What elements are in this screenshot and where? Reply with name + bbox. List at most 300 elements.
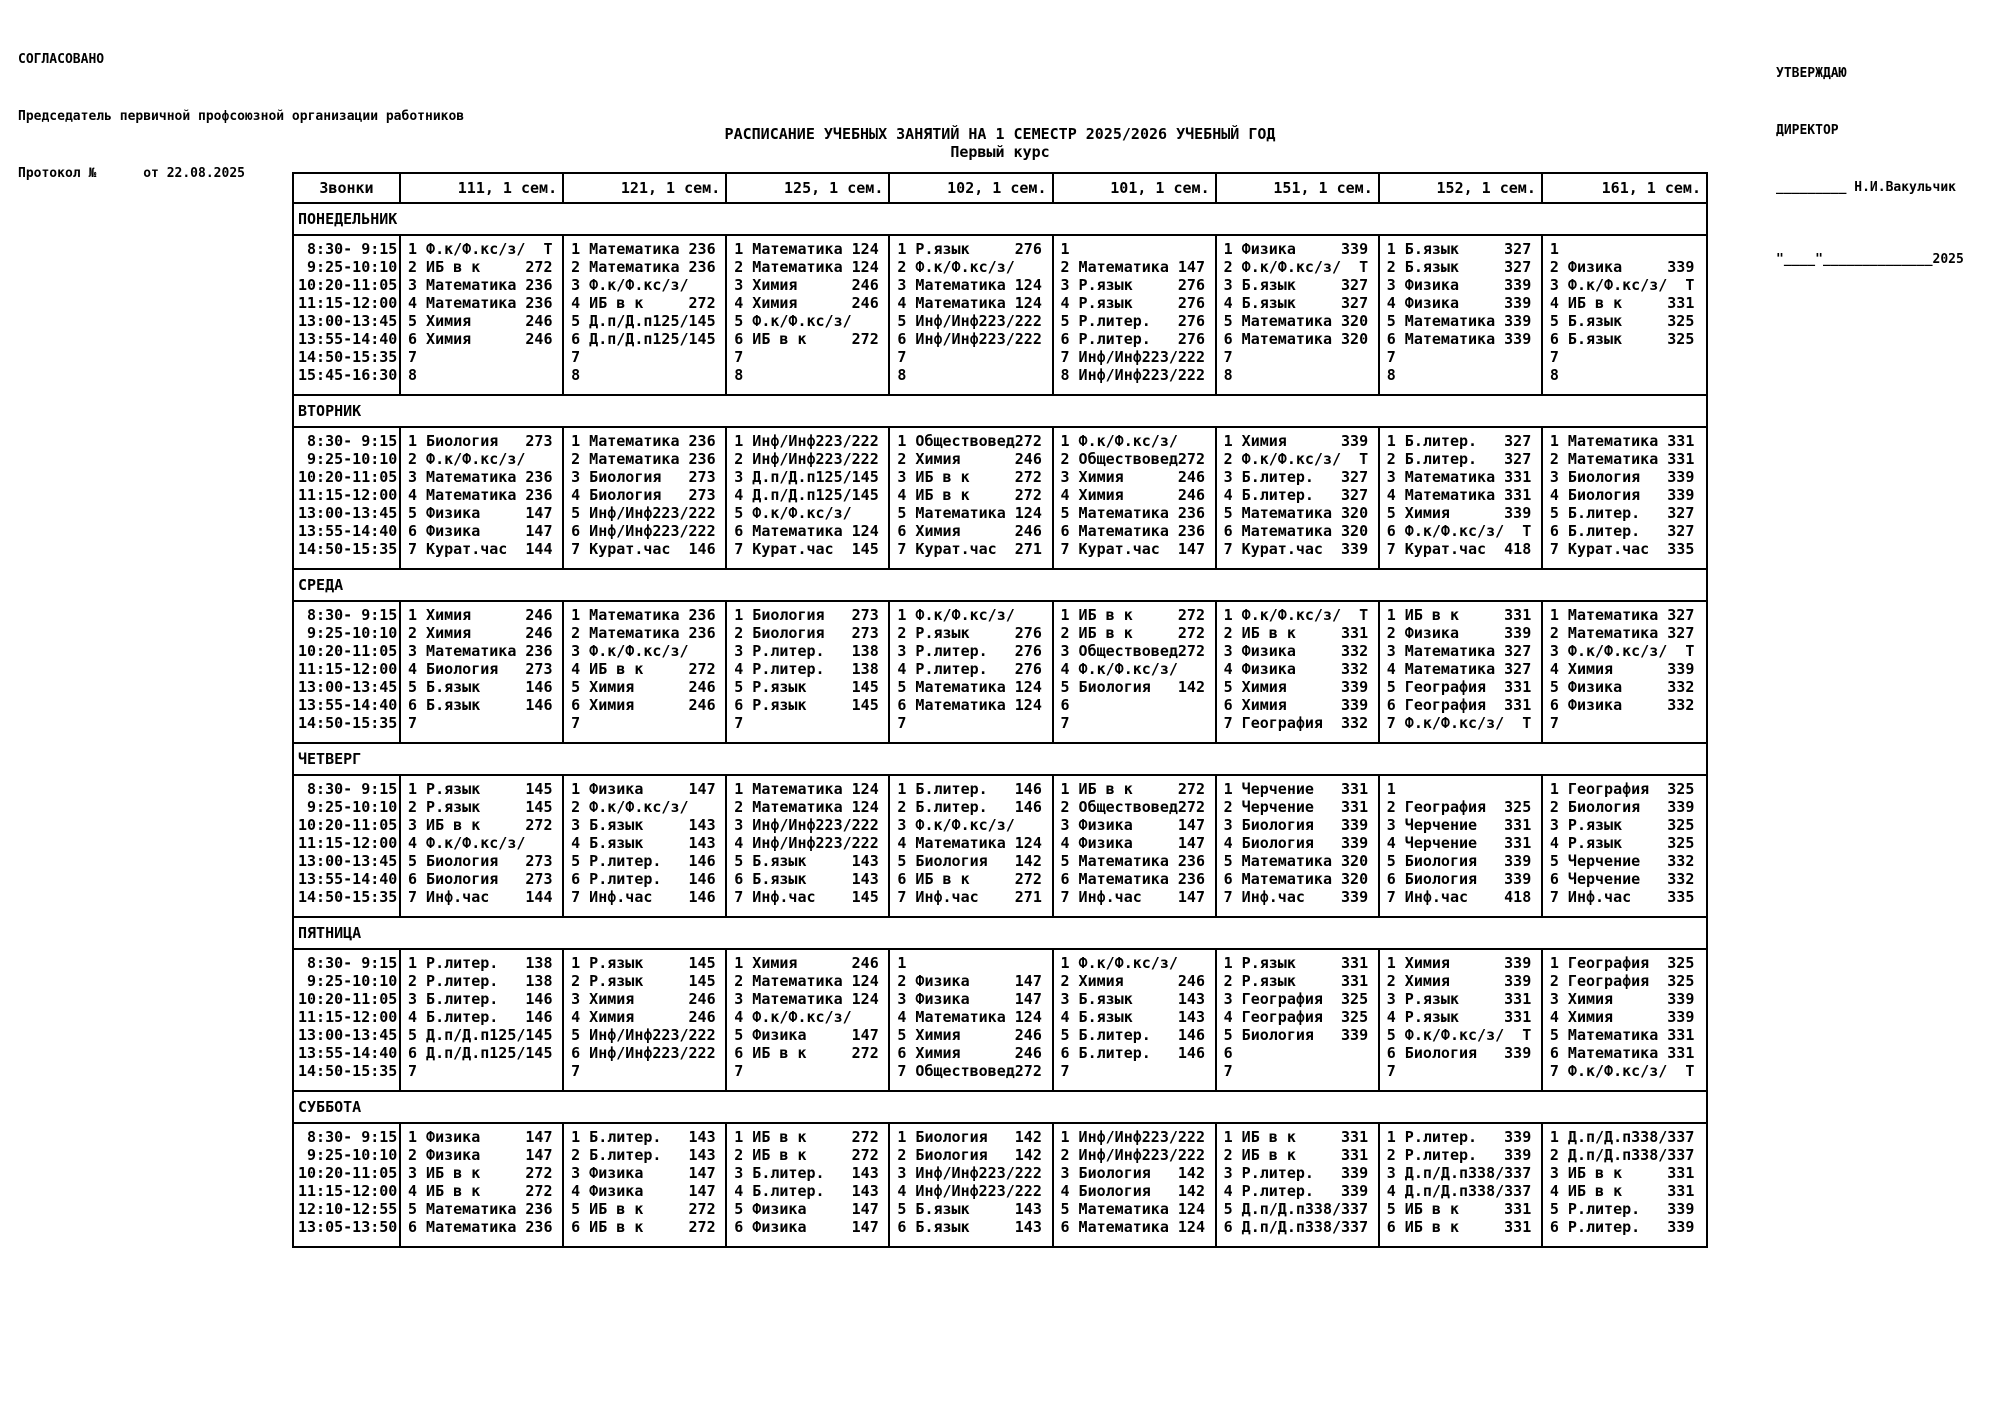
lesson-cell: 2 Биология 142 (897, 1146, 1042, 1164)
lesson-cell: 2 Математика 124 (734, 972, 879, 990)
group-column (1543, 950, 1706, 1090)
lesson-cell: 1 ИБ в к 272 (734, 1128, 879, 1146)
lesson-cell: 2 Р.язык 145 (571, 972, 716, 990)
lesson-cell: 6 Математика 236 (1060, 522, 1205, 540)
time-cell: 11:15-12:00 (298, 834, 398, 852)
lesson-cell: 7 (408, 1062, 418, 1080)
lesson-cell: 2 Химия 246 (897, 450, 1042, 468)
time-cell: 9:25-10:10 (298, 624, 398, 642)
lesson-cell: 1 Р.литер. 138 (408, 954, 553, 972)
lesson-cell: 6 Химия 246 (571, 696, 716, 714)
lesson-cell: 3 Р.язык 331 (1386, 990, 1532, 1008)
lesson-cell: 5 Математика 236 (1060, 852, 1205, 870)
lesson-cell: 4 ИБ в к 272 (571, 660, 716, 678)
lesson-cell: 6 Математика 320 (1223, 522, 1369, 540)
group-column (1543, 236, 1706, 394)
lesson-cell: 2 Математика 236 (571, 450, 716, 468)
lesson-cell: 6 Ф.к/Ф.кс/з/ Т (1386, 522, 1532, 540)
time-cell: 14:50-15:35 (298, 714, 398, 732)
group-column (1054, 236, 1217, 394)
time-cell: 13:55-14:40 (298, 870, 398, 888)
lesson-cell: 2 Б.литер. 146 (897, 798, 1042, 816)
lesson-cell: 3 Математика 236 (408, 276, 553, 294)
lesson-cell: 7 (1549, 348, 1559, 366)
lesson-cell: 7 Инф.час 145 (734, 888, 879, 906)
lesson-cell: 7 Курат.час 146 (571, 540, 716, 558)
lesson-cell: 6 ИБ в к 272 (734, 1044, 879, 1062)
lesson-cell: 1 Б.литер. 146 (897, 780, 1042, 798)
lesson-cell: 6 Р.язык 145 (734, 696, 879, 714)
time-column (294, 776, 401, 916)
lesson-cell: 3 Инф/Инф223/222 (897, 1164, 1042, 1182)
time-cell: 8:30- 9:15 (298, 1128, 398, 1146)
lesson-cell: 7 (1223, 348, 1233, 366)
lesson-cell: 4 Математика 327 (1386, 660, 1532, 678)
lesson-cell: 5 Физика 147 (734, 1026, 879, 1044)
lesson-cell: 3 Биология 339 (1223, 816, 1369, 834)
lesson-cell: 1 Ф.к/Ф.кс/з/ (1060, 432, 1205, 450)
lesson-cell: 1 Р.литер. 339 (1386, 1128, 1532, 1146)
lesson-cell: 6 Математика 124 (897, 696, 1042, 714)
lesson-cell: 3 Обществовед272 (1060, 642, 1205, 660)
lesson-cell: 7 Инф.час 147 (1060, 888, 1205, 906)
group-column (401, 428, 564, 568)
lesson-cell: 7 Курат.час 144 (408, 540, 553, 558)
lesson-cell: 4 ИБ в к 272 (571, 294, 716, 312)
lesson-cell: 5 Ф.к/Ф.кс/з/ (734, 312, 879, 330)
group-column (890, 776, 1053, 916)
lesson-cell: 5 Р.литер. 339 (1549, 1200, 1695, 1218)
lesson-cell: 2 Б.литер. 143 (571, 1146, 716, 1164)
lesson-cell: 5 Биология 273 (408, 852, 553, 870)
lesson-cell: 3 Черчение 331 (1386, 816, 1532, 834)
lesson-cell: 4 Биология 339 (1549, 486, 1695, 504)
lesson-cell: 4 ИБ в к 331 (1549, 1182, 1695, 1200)
lesson-cell: 6 Черчение 332 (1549, 870, 1695, 888)
lesson-cell: 2 Ф.к/Ф.кс/з/ Т (1223, 450, 1369, 468)
lesson-cell: 7 Обществовед272 (897, 1062, 1042, 1080)
lesson-cell: 6 Математика 124 (1060, 1218, 1205, 1236)
lesson-cell: 6 Физика 147 (734, 1218, 879, 1236)
lesson-cell: 6 ИБ в к 272 (734, 330, 879, 348)
lesson-cell: 1 Математика 327 (1549, 606, 1695, 624)
group-column (1380, 950, 1543, 1090)
lesson-cell: 6 Р.литер. 146 (571, 870, 716, 888)
lesson-cell: 7 Курат.час 147 (1060, 540, 1205, 558)
lesson-cell: 3 Математика 124 (734, 990, 879, 1008)
lesson-cell: 5 Математика 236 (1060, 504, 1205, 522)
time-cell: 14:50-15:35 (298, 888, 398, 906)
lesson-cell: 4 Химия 339 (1549, 1008, 1695, 1026)
lesson-cell: 7 Инф.час 144 (408, 888, 553, 906)
lesson-cell: 2 Ф.к/Ф.кс/з/ Т (1223, 258, 1369, 276)
lesson-cell: 1 Химия 246 (408, 606, 553, 624)
lesson-cell: 2 Математика 124 (734, 798, 879, 816)
group-column (564, 950, 727, 1090)
group-header: 161, 1 сем. (1601, 179, 1701, 197)
group-column (564, 428, 727, 568)
time-cell: 13:55-14:40 (298, 696, 398, 714)
lesson-cell: 2 Физика 147 (408, 1146, 553, 1164)
lesson-cell: 1 Химия 246 (734, 954, 879, 972)
lesson-cell: 5 Б.язык 325 (1549, 312, 1695, 330)
lesson-cell: 2 ИБ в к 272 (734, 1146, 879, 1164)
lesson-cell: 4 Инф/Инф223/222 (897, 1182, 1042, 1200)
time-cell: 10:20-11:05 (298, 990, 398, 1008)
lesson-cell: 3 Физика 147 (897, 990, 1042, 1008)
lesson-cell: 3 Б.литер. 327 (1223, 468, 1369, 486)
group-column (401, 602, 564, 742)
lesson-cell: 7 Ф.к/Ф.кс/з/ Т (1386, 714, 1532, 732)
lesson-cell: 1 Ф.к/Ф.кс/з/ Т (1223, 606, 1369, 624)
lesson-cell: 6 Р.литер. 339 (1549, 1218, 1695, 1236)
group-column (1543, 1124, 1706, 1246)
group-column (1380, 236, 1543, 394)
lesson-cell: 6 Математика 236 (1060, 870, 1205, 888)
lesson-cell: 2 ИБ в к 272 (408, 258, 553, 276)
lesson-cell: 7 Курат.час 271 (897, 540, 1042, 558)
group-column (1217, 1124, 1380, 1246)
lesson-cell: 3 ИБ в к 331 (1549, 1164, 1695, 1182)
lesson-cell: 4 География 325 (1223, 1008, 1369, 1026)
lesson-cell: 2 Обществовед272 (1060, 450, 1205, 468)
lesson-cell: 7 (1549, 714, 1559, 732)
lesson-cell: 3 Физика 332 (1223, 642, 1369, 660)
lesson-cell: 6 Б.литер. 146 (1060, 1044, 1205, 1062)
lesson-cell: 1 Физика 147 (571, 780, 716, 798)
lesson-cell: 2 Математика 147 (1060, 258, 1205, 276)
group-column (1380, 428, 1543, 568)
time-cell: 13:00-13:45 (298, 504, 398, 522)
schedule-table (292, 172, 1708, 1248)
time-cell: 9:25-10:10 (298, 1146, 398, 1164)
lesson-cell: 6 (1223, 1044, 1233, 1062)
group-column (1054, 428, 1217, 568)
lesson-cell: 2 География 325 (1386, 798, 1532, 816)
day-lessons-block (294, 428, 1706, 570)
lesson-cell: 7 Инф.час 339 (1223, 888, 1369, 906)
lesson-cell: 5 Физика 147 (734, 1200, 879, 1218)
lesson-cell: 5 Математика 124 (1060, 1200, 1205, 1218)
group-column (1054, 602, 1217, 742)
lesson-cell: 1 Ф.к/Ф.кс/з/ (1060, 954, 1205, 972)
lesson-cell: 6 Б.язык 146 (408, 696, 553, 714)
lesson-cell: 5 Б.литер. 327 (1549, 504, 1695, 522)
lesson-cell: 7 Курат.час 418 (1386, 540, 1532, 558)
lesson-cell: 1 Математика 331 (1549, 432, 1695, 450)
time-column (294, 602, 401, 742)
lesson-cell: 2 ИБ в к 272 (1060, 624, 1205, 642)
lesson-cell: 7 (897, 714, 907, 732)
lesson-cell: 6 Б.язык 143 (897, 1218, 1042, 1236)
lesson-cell: 4 Биология 273 (408, 660, 553, 678)
group-column (1380, 1124, 1543, 1246)
lesson-cell: 7 Курат.час 145 (734, 540, 879, 558)
lesson-cell: 1 Б.язык 327 (1386, 240, 1532, 258)
lesson-cell: 3 Б.язык 327 (1223, 276, 1369, 294)
lesson-cell: 6 Математика 339 (1386, 330, 1532, 348)
group-column (727, 776, 890, 916)
lesson-cell: 8 (1549, 366, 1559, 384)
lesson-cell: 3 Математика 236 (408, 468, 553, 486)
lesson-cell: 7 (734, 1062, 744, 1080)
lesson-cell: 5 Биология 339 (1386, 852, 1532, 870)
lesson-cell: 4 Физика 147 (1060, 834, 1205, 852)
lesson-cell: 4 Математика 236 (408, 294, 553, 312)
lesson-cell: 6 Биология 339 (1386, 870, 1532, 888)
group-column (1217, 950, 1380, 1090)
table-header-row (294, 174, 1706, 204)
lesson-cell: 3 Ф.к/Ф.кс/з/ (571, 642, 716, 660)
lesson-cell: 5 Математика 339 (1386, 312, 1532, 330)
day-label: СРЕДА (294, 570, 1706, 602)
lesson-cell: 2 Д.п/Д.п338/337 (1549, 1146, 1695, 1164)
group-header: 151, 1 сем. (1217, 174, 1380, 202)
group-column (890, 950, 1053, 1090)
lesson-cell: 3 Химия 339 (1549, 990, 1695, 1008)
lesson-cell: 1 Химия 339 (1223, 432, 1369, 450)
group-column (401, 776, 564, 916)
lesson-cell: 2 Химия 246 (408, 624, 553, 642)
lesson-cell: 3 Химия 246 (571, 990, 716, 1008)
group-header: 101, 1 сем. (1054, 174, 1217, 202)
time-cell: 13:55-14:40 (298, 522, 398, 540)
time-cell: 14:50-15:35 (298, 540, 398, 558)
day-lessons-block (294, 776, 1706, 918)
lesson-cell: 4 Физика 332 (1223, 660, 1369, 678)
lesson-cell: 2 Инф/Инф223/222 (1060, 1146, 1205, 1164)
lesson-cell: 8 (734, 366, 744, 384)
lesson-cell: 6 Химия 339 (1223, 696, 1369, 714)
group-column (1380, 776, 1543, 916)
director-signature-line: _________ Н.И.Вакульчик (1776, 180, 1957, 195)
time-cell: 13:00-13:45 (298, 1026, 398, 1044)
lesson-cell: 7 Инф.час 418 (1386, 888, 1532, 906)
group-column (727, 950, 890, 1090)
day-lessons-block (294, 1124, 1706, 1246)
lesson-cell: 6 Математика 236 (408, 1218, 553, 1236)
lesson-cell: 5 Р.язык 145 (734, 678, 879, 696)
lesson-cell: 1 Инф/Инф223/222 (1060, 1128, 1205, 1146)
lesson-cell: 1 ИБ в к 331 (1386, 606, 1532, 624)
group-column (727, 1124, 890, 1246)
time-cell: 8:30- 9:15 (298, 606, 398, 624)
lesson-cell: 7 Инф.час 146 (571, 888, 716, 906)
lesson-cell: 5 Д.п/Д.п338/337 (1223, 1200, 1369, 1218)
lesson-cell: 4 Физика 339 (1386, 294, 1532, 312)
lesson-cell: 2 ИБ в к 331 (1223, 624, 1369, 642)
lesson-cell: 8 (408, 366, 418, 384)
lesson-cell: 1 Б.литер. 327 (1386, 432, 1532, 450)
time-cell: 9:25-10:10 (298, 450, 398, 468)
time-cell: 11:15-12:00 (298, 486, 398, 504)
lesson-cell: 1 Обществовед272 (897, 432, 1042, 450)
lesson-cell: 2 Биология 273 (734, 624, 879, 642)
lesson-cell: 2 Р.язык 145 (408, 798, 553, 816)
lesson-cell: 2 Математика 236 (571, 624, 716, 642)
union-chair-line: Председатель первичной профсоюзной организации работников (18, 109, 465, 124)
lesson-cell: 5 География 331 (1386, 678, 1532, 696)
lesson-cell: 5 Д.п/Д.п125/145 (571, 312, 716, 330)
page-title: РАСПИСАНИЕ УЧЕБНЫХ ЗАНЯТИЙ НА 1 СЕМЕСТР 2025/2026 УЧЕБНЫЙ ГОД (724, 125, 1276, 143)
lesson-cell: 3 Ф.к/Ф.кс/з/ Т (1549, 276, 1695, 294)
group-column (727, 236, 890, 394)
lesson-cell: 7 (734, 348, 744, 366)
group-column (1217, 428, 1380, 568)
group-column (1054, 1124, 1217, 1246)
lesson-cell: 3 Математика 331 (1386, 468, 1532, 486)
time-cell: 10:20-11:05 (298, 642, 398, 660)
time-cell: 14:50-15:35 (298, 1062, 398, 1080)
lesson-cell: 4 Р.литер. 339 (1223, 1182, 1369, 1200)
lesson-cell: 4 Биология 273 (571, 486, 716, 504)
lesson-cell: 2 Ф.к/Ф.кс/з/ (897, 258, 1042, 276)
group-column (564, 1124, 727, 1246)
lesson-cell: 7 Инф.час 335 (1549, 888, 1695, 906)
lesson-cell: 7 (897, 348, 907, 366)
day-label: ВТОРНИК (294, 396, 1706, 428)
lesson-cell: 3 Б.литер. 143 (734, 1164, 879, 1182)
group-header: 102, 1 сем. (890, 174, 1053, 202)
lesson-cell: 1 (897, 954, 907, 972)
group-column (1217, 602, 1380, 742)
lesson-cell: 3 Р.литер. 138 (734, 642, 879, 660)
group-column (401, 236, 564, 394)
day-label: СУББОТА (294, 1092, 1706, 1124)
lesson-cell: 1 Математика 124 (734, 240, 879, 258)
lesson-cell: 3 Биология 339 (1549, 468, 1695, 486)
lesson-cell: 1 Математика 124 (734, 780, 879, 798)
lesson-cell: 2 Физика 339 (1549, 258, 1695, 276)
lesson-cell: 6 Р.литер. 276 (1060, 330, 1205, 348)
time-column (294, 1124, 401, 1246)
approval-date-line: "____"______________2025 (1776, 252, 1964, 267)
lesson-cell: 7 (571, 348, 581, 366)
group-column (1217, 236, 1380, 394)
lesson-cell: 3 Б.литер. 146 (408, 990, 553, 1008)
lesson-cell: 2 Р.язык 331 (1223, 972, 1369, 990)
group-header: 152, 1 сем. (1380, 174, 1543, 202)
lesson-cell: 4 Д.п/Д.п125/145 (734, 486, 879, 504)
lesson-cell: 6 (1060, 696, 1070, 714)
lesson-cell: 3 Физика 339 (1386, 276, 1532, 294)
lesson-cell: 4 Физика 147 (571, 1182, 716, 1200)
time-cell: 9:25-10:10 (298, 972, 398, 990)
lesson-cell: 7 Инф.час 271 (897, 888, 1042, 906)
lesson-cell: 1 Б.литер. 143 (571, 1128, 716, 1146)
lesson-cell: 3 Ф.к/Ф.кс/з/ (897, 816, 1042, 834)
lesson-cell: 3 География 325 (1223, 990, 1369, 1008)
time-cell: 11:15-12:00 (298, 1182, 398, 1200)
lesson-cell: 2 Ф.к/Ф.кс/з/ (571, 798, 716, 816)
lesson-cell: 6 Биология 273 (408, 870, 553, 888)
time-cell: 10:20-11:05 (298, 816, 398, 834)
lesson-cell: 5 Биология 339 (1223, 1026, 1369, 1044)
lesson-cell: 2 Химия 339 (1386, 972, 1532, 990)
lesson-cell: 2 Математика 331 (1549, 450, 1695, 468)
lesson-cell: 3 Биология 273 (571, 468, 716, 486)
lesson-cell: 1 Ф.к/Ф.кс/з/ (897, 606, 1042, 624)
lesson-cell: 6 Химия 246 (897, 522, 1042, 540)
lesson-cell: 2 Химия 246 (1060, 972, 1205, 990)
lesson-cell: 4 ИБ в к 272 (897, 486, 1042, 504)
lesson-cell: 7 (734, 714, 744, 732)
lesson-cell: 2 Физика 339 (1386, 624, 1532, 642)
group-column (1054, 776, 1217, 916)
lesson-cell: 3 Р.язык 325 (1549, 816, 1695, 834)
lesson-cell: 3 Р.язык 276 (1060, 276, 1205, 294)
lesson-cell: 1 Биология 273 (408, 432, 553, 450)
lesson-cell: 6 Инф/Инф223/222 (571, 1044, 716, 1062)
group-column (401, 950, 564, 1090)
day-label: ПЯТНИЦА (294, 918, 1706, 950)
lesson-cell: 6 ИБ в к 272 (897, 870, 1042, 888)
lesson-cell: 6 Математика 320 (1223, 330, 1369, 348)
lesson-cell: 5 ИБ в к 272 (571, 1200, 716, 1218)
group-header: 121, 1 сем. (564, 174, 727, 202)
lesson-cell: 1 Инф/Инф223/222 (734, 432, 879, 450)
lesson-cell: 4 Р.язык 276 (1060, 294, 1205, 312)
lesson-cell: 1 Д.п/Д.п338/337 (1549, 1128, 1695, 1146)
lesson-cell: 1 Ф.к/Ф.кс/з/ Т (408, 240, 553, 258)
lesson-cell: 5 Химия 246 (571, 678, 716, 696)
lesson-cell: 7 Инф/Инф223/222 (1060, 348, 1205, 366)
lesson-cell: 6 ИБ в к 331 (1386, 1218, 1532, 1236)
lesson-cell: 4 Д.п/Д.п338/337 (1386, 1182, 1532, 1200)
lesson-cell: 3 Д.п/Д.п338/337 (1386, 1164, 1532, 1182)
lesson-cell: 5 Р.литер. 276 (1060, 312, 1205, 330)
lesson-cell: 5 Физика 147 (408, 504, 553, 522)
lesson-cell: 5 Химия 339 (1223, 678, 1369, 696)
day-lessons-block (294, 950, 1706, 1092)
lesson-cell: 5 Биология 142 (897, 852, 1042, 870)
time-cell: 13:55-14:40 (298, 330, 398, 348)
lesson-cell: 5 Ф.к/Ф.кс/з/ (734, 504, 879, 522)
time-cell: 8:30- 9:15 (298, 432, 398, 450)
lesson-cell: 3 Биология 142 (1060, 1164, 1205, 1182)
lesson-cell: 1 Р.язык 145 (408, 780, 553, 798)
lesson-cell: 1 География 325 (1549, 780, 1695, 798)
lesson-cell: 7 Курат.час 335 (1549, 540, 1695, 558)
lesson-cell: 4 Б.язык 327 (1223, 294, 1369, 312)
protocol-line: Протокол № от 22.08.2025 (18, 166, 245, 181)
group-column (1543, 428, 1706, 568)
lesson-cell: 5 Д.п/Д.п125/145 (408, 1026, 553, 1044)
group-column (1217, 776, 1380, 916)
lesson-cell: 3 Ф.к/Ф.кс/з/ (571, 276, 716, 294)
time-cell: 14:50-15:35 (298, 348, 398, 366)
lesson-cell: 4 Математика 331 (1386, 486, 1532, 504)
lesson-cell: 6 Б.литер. 327 (1549, 522, 1695, 540)
lesson-cell: 3 Математика 236 (408, 642, 553, 660)
lesson-cell: 4 Ф.к/Ф.кс/з/ (408, 834, 553, 852)
time-cell: 8:30- 9:15 (298, 240, 398, 258)
group-column (564, 776, 727, 916)
lesson-cell: 5 Химия 339 (1386, 504, 1532, 522)
lesson-cell: 4 Биология 339 (1223, 834, 1369, 852)
lesson-cell: 4 Б.литер. 146 (408, 1008, 553, 1026)
lesson-cell: 1 ИБ в к 272 (1060, 606, 1205, 624)
lesson-cell: 8 (1223, 366, 1233, 384)
approve-label: УТВЕРЖДАЮ (1776, 66, 1847, 81)
lesson-cell: 2 Черчение 331 (1223, 798, 1369, 816)
group-column (564, 602, 727, 742)
lesson-cell: 2 Б.литер. 327 (1386, 450, 1532, 468)
time-cell: 13:00-13:45 (298, 852, 398, 870)
group-header: 125, 1 сем. (727, 174, 890, 202)
lesson-cell: 1 География 325 (1549, 954, 1695, 972)
lesson-cell: 5 Физика 332 (1549, 678, 1695, 696)
